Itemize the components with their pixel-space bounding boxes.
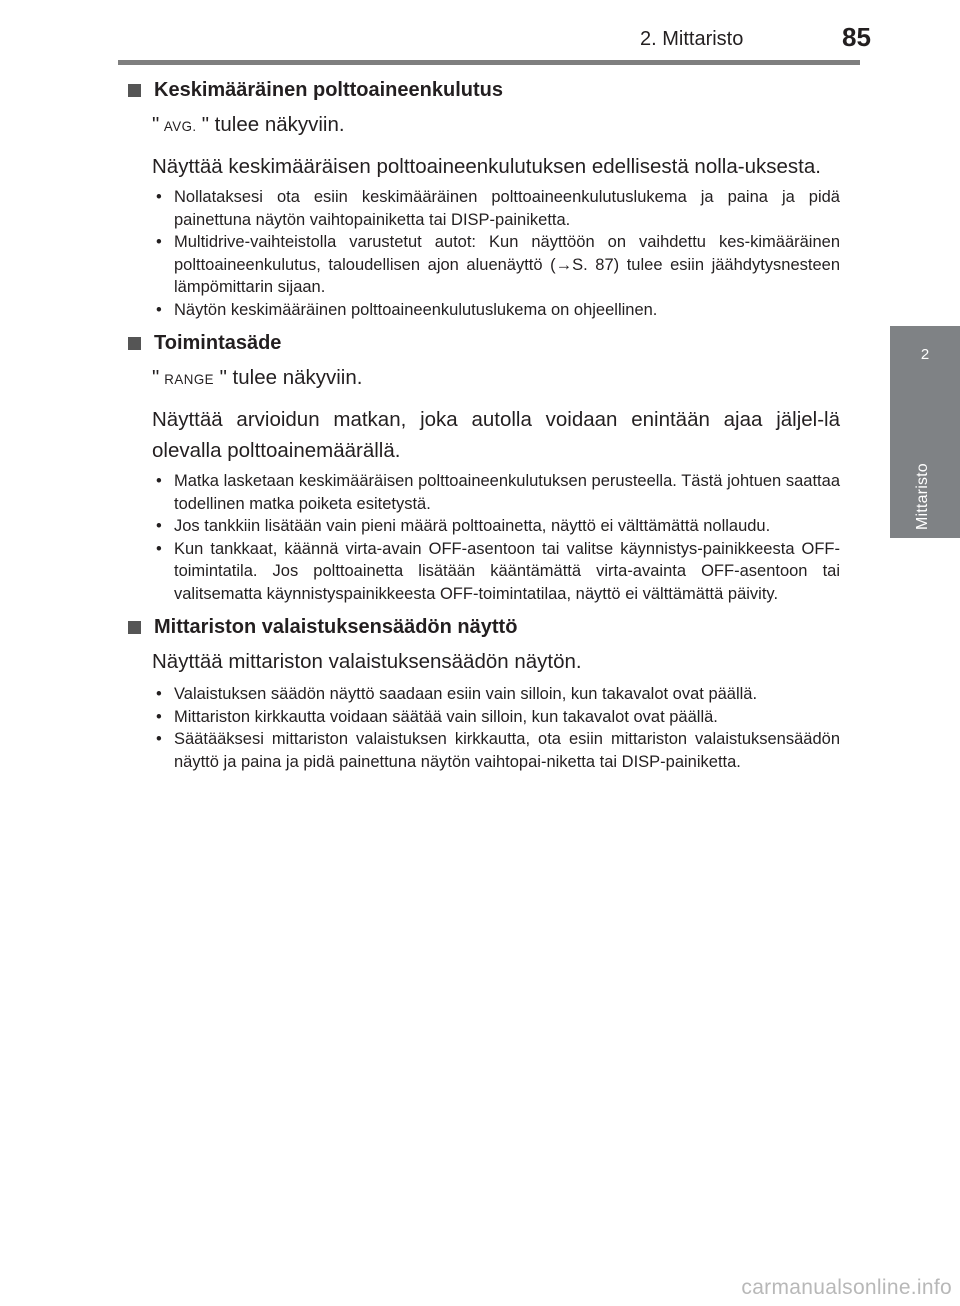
display-indicator-line: [152, 108, 840, 143]
list-item: • Nollataksesi ota esiin keskimääräinen polttoaineenkulutuslukema ja paina ja pidä painettuna näytön vaihtopainiketta tai DISP-painiketta.: [152, 186, 840, 231]
range-display-tag: RANGE: [164, 371, 215, 387]
section-heading: [128, 76, 840, 104]
side-tab-label: Mittaristo: [914, 463, 931, 530]
heading-text: Toimintasäde: [154, 332, 282, 354]
avg-display-tag: AVG.: [164, 118, 197, 134]
list-item: • Matka lasketaan keskimääräisen polttoaineenkulutuksen perusteella. Tästä johtuen saattaa todellinen matka poiketa esitetystä.: [152, 470, 840, 515]
chapter-title: 2. Mittaristo: [640, 28, 744, 50]
quote-open: ": [152, 113, 160, 136]
list-item: • Multidrive-vaihteistolla varustetut autot: Kun näyttöön on vaihdettu kes-kimääräinen polttoaineenkulutus, taloudellisen ajon aluenäyttö (→S. 87) tulee esiin jäähdytysnesteen lämpömittarin sijaan.: [152, 231, 840, 299]
square-bullet-icon: [128, 337, 141, 350]
heading-text: Mittariston valaistuksensäädön näyttö: [154, 616, 518, 638]
bullet-list: [152, 470, 840, 605]
chapter-side-tab: [890, 326, 960, 538]
site-watermark: carmanualsonline.info: [741, 1276, 952, 1299]
section-driving-range: [128, 329, 840, 605]
square-bullet-icon: [128, 84, 141, 97]
page-content: [128, 68, 840, 773]
section-heading: [128, 613, 840, 641]
display-line-text: " tulee näkyviin.: [219, 366, 363, 389]
bullet-list: [152, 186, 840, 321]
section-paragraph: Näyttää keskimääräisen polttoaineenkulutuksen edellisestä nolla-uksesta.: [152, 155, 821, 178]
list-item: • Säätääksesi mittariston valaistuksen kirkkautta, ota esiin mittariston valaistuksensäädön näyttö ja paina ja pidä painettuna näytön vaihtopai-niketta tai DISP-painiketta.: [152, 728, 840, 773]
list-item: • Valaistuksen säädön näyttö saadaan esiin vain silloin, kun takavalot ovat päällä.: [152, 683, 840, 706]
heading-text: Keskimääräinen polttoaineenkulutus: [154, 79, 503, 101]
section-paragraph: Näyttää arvioidun matkan, joka autolla voidaan enintään ajaa jäljel-lä olevalla polttoainemäärällä.: [152, 408, 840, 462]
display-line-text: " tulee näkyviin.: [201, 113, 345, 136]
section-heading: [128, 329, 840, 357]
quote-open: ": [152, 366, 160, 389]
header-rule: [118, 60, 860, 65]
display-indicator-line: [152, 361, 840, 396]
section-illumination-display: [128, 613, 840, 773]
list-item: • Jos tankkiin lisätään vain pieni määrä polttoainetta, näyttö ei välttämättä nollaudu.: [152, 515, 840, 538]
square-bullet-icon: [128, 621, 141, 634]
section-average-fuel: [128, 76, 840, 321]
bullet-list: [152, 683, 840, 773]
list-item: • Mittariston kirkkautta voidaan säätää vain silloin, kun takavalot ovat päällä.: [152, 706, 840, 729]
section-paragraph: Näyttää mittariston valaistuksensäädön näytön.: [152, 650, 582, 673]
list-item: • Näytön keskimääräinen polttoaineenkulutuslukema on ohjeellinen.: [152, 299, 840, 322]
page-number: 85: [842, 22, 871, 52]
side-tab-number: 2: [920, 346, 930, 363]
list-item: • Kun tankkaat, käännä virta-avain OFF-asentoon tai valitse käynnistys-painikkeesta OFF-toimintatila. Jos polttoainetta lisätään kääntämättä virta-avainta OFF-asentoon tai valitsematta käynnistyspainikkeesta OFF-toimintatilaa, näyttö ei välttämättä päivity.: [152, 538, 840, 606]
